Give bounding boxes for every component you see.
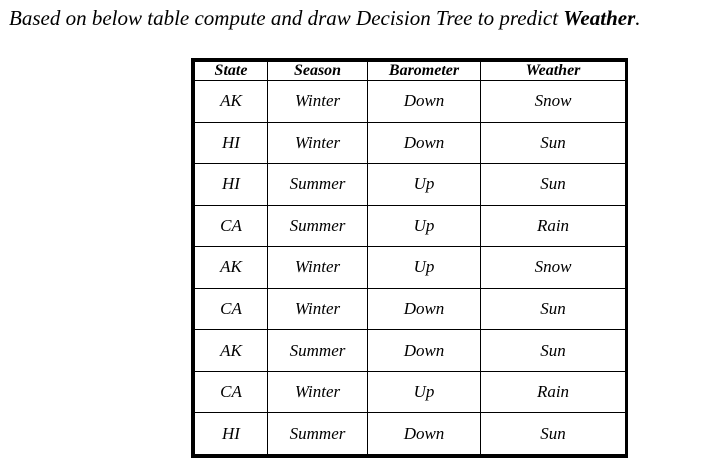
cell-state: AK — [195, 247, 268, 289]
cell-weather: Sun — [481, 164, 626, 206]
table-row — [195, 205, 626, 247]
cell-weather: Sun — [481, 330, 626, 372]
cell-barometer: Up — [368, 164, 481, 206]
cell-state: HI — [195, 413, 268, 455]
cell-state: CA — [195, 205, 268, 247]
prompt-end: . — [635, 6, 641, 30]
table-row — [195, 288, 626, 330]
cell-state: AK — [195, 330, 268, 372]
cell-season: Summer — [268, 330, 368, 372]
weather-data-table — [191, 58, 628, 458]
cell-season: Winter — [268, 122, 368, 164]
cell-state: CA — [195, 371, 268, 413]
table-row — [195, 330, 626, 372]
cell-weather: Snow — [481, 81, 626, 123]
cell-barometer: Down — [368, 288, 481, 330]
cell-state: HI — [195, 164, 268, 206]
cell-barometer: Up — [368, 371, 481, 413]
table-row — [195, 413, 626, 455]
cell-season: Winter — [268, 81, 368, 123]
cell-state: HI — [195, 122, 268, 164]
cell-season: Summer — [268, 164, 368, 206]
cell-barometer: Down — [368, 122, 481, 164]
cell-season: Summer — [268, 205, 368, 247]
cell-barometer: Down — [368, 81, 481, 123]
header-season: Season — [268, 62, 368, 81]
cell-barometer: Up — [368, 205, 481, 247]
table-header-row — [195, 62, 626, 81]
header-state: State — [195, 62, 268, 81]
cell-weather: Sun — [481, 413, 626, 455]
cell-weather: Rain — [481, 205, 626, 247]
prompt-text: Based on below table compute and draw Decision Tree to predict — [9, 6, 564, 30]
cell-barometer: Down — [368, 413, 481, 455]
cell-state: CA — [195, 288, 268, 330]
cell-season: Winter — [268, 247, 368, 289]
prompt-target-word: Weather — [563, 6, 636, 30]
cell-weather: Sun — [481, 122, 626, 164]
cell-weather: Snow — [481, 247, 626, 289]
table-row — [195, 371, 626, 413]
table-row — [195, 164, 626, 206]
cell-season: Winter — [268, 371, 368, 413]
cell-weather: Sun — [481, 288, 626, 330]
table-row — [195, 81, 626, 123]
cell-barometer: Up — [368, 247, 481, 289]
table-row — [195, 247, 626, 289]
header-barometer: Barometer — [368, 62, 481, 81]
cell-barometer: Down — [368, 330, 481, 372]
cell-weather: Rain — [481, 371, 626, 413]
header-weather: Weather — [481, 62, 626, 81]
cell-state: AK — [195, 81, 268, 123]
task-prompt — [9, 6, 641, 31]
table-row — [195, 122, 626, 164]
cell-season: Winter — [268, 288, 368, 330]
cell-season: Summer — [268, 413, 368, 455]
